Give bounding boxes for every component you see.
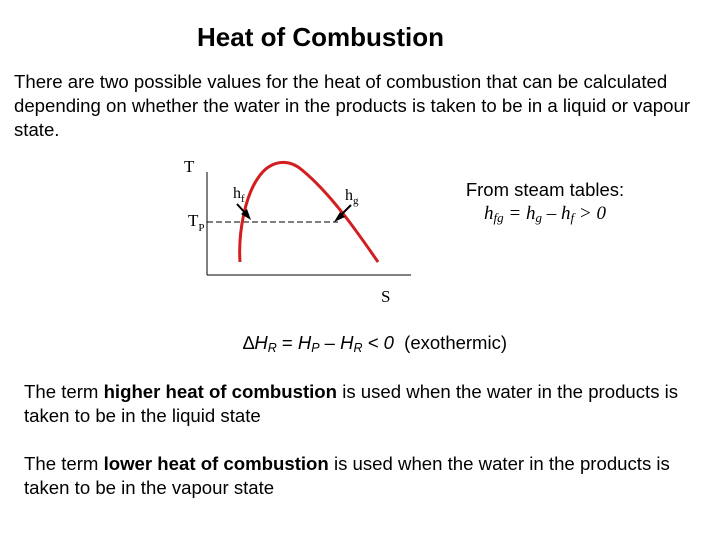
hfg-equation: $h_{fg} = h_g - h_f > 0$: [484, 203, 606, 225]
intro-paragraph: There are two possible values for the heat of combustion that can be calculated depending on whether the water in the products is taken to be in a liquid or vapour state.: [14, 71, 691, 140]
higher-heat-term: higher heat of combustion: [103, 381, 338, 402]
saturation-dome: [240, 162, 378, 262]
s-axis-label: S: [381, 287, 391, 306]
enthalpy-of-reaction-equation: $\Delta H_R = H_P - H_R < 0$ (exothermic): [243, 332, 507, 355]
lower-heat-paragraph: The term lower heat of combustion is used when the water in the products is taken to be in the vapour state: [24, 453, 670, 498]
slide-title: Heat of Combustion: [197, 22, 444, 52]
tp-label: $T_P$: [188, 211, 205, 234]
t-axis-label: T: [184, 157, 195, 176]
higher-heat-paragraph: The term higher heat of combustion is used when the water in the products is taken to be in the liquid state: [24, 381, 679, 426]
steam-tables-heading: From steam tables:: [465, 179, 625, 200]
hg-label: $h_g$: [345, 187, 359, 207]
hf-label: $h_f$: [233, 185, 245, 205]
lower-heat-term: lower heat of combustion: [103, 453, 329, 474]
steam-tables-note: [430, 178, 660, 226]
